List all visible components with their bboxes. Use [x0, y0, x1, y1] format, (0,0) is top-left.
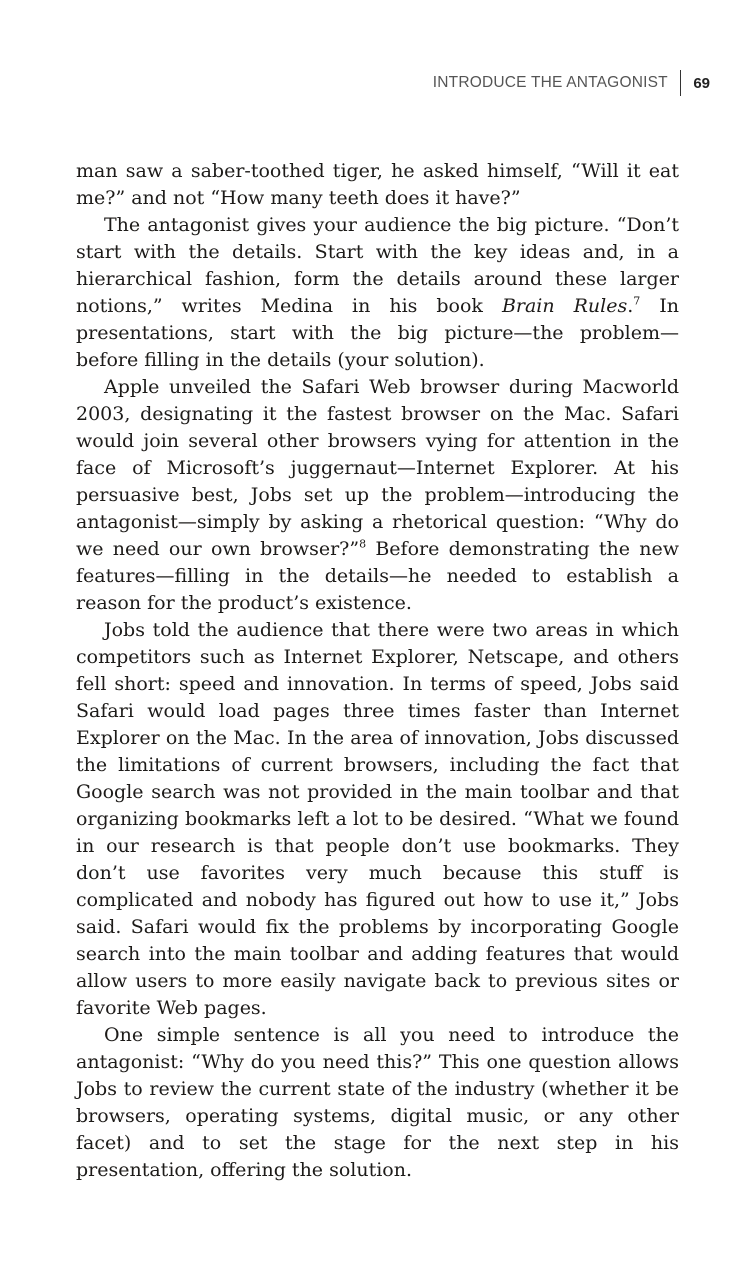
paragraph-text: man saw a saber-toothed tiger, he asked himself, “Will it eat me?” and not “How many teeth does it have?” [76, 160, 679, 209]
paragraph-1 [76, 158, 679, 212]
header-divider [680, 70, 682, 96]
footnote-ref: 7 [633, 294, 641, 308]
paragraph-text: One simple sentence is all you need to introduce the antagonist: “Why do you need this?” This one question allows Jobs to review the current state of the industry (whether it be browsers, operating systems, digital music, or any other facet) and to set the stage for the next step in his presentation, offering the solution. [76, 1024, 679, 1181]
paragraph-text: Before demonstrating the new features—filling in the details—he needed to establish a reason for the product’s existence. [76, 538, 679, 614]
body-text [76, 158, 679, 1184]
paragraph-3 [76, 374, 679, 617]
paragraph-5 [76, 1022, 679, 1184]
paragraph-text: Jobs told the audience that there were two areas in which competitors such as Internet Explorer, Netscape, and others fell short: speed and innovation. In terms of speed, Jobs said Safari would load pages three times faster than Internet Explorer on the Mac. In the area of innovation, Jobs discussed the limitations of current browsers, including the fact that Google search was not provided in the main toolbar and that organizing bookmarks left a lot to be desired. “What we found in our research is that people don’t use bookmarks. They don’t use favorites very much because this stuff is complicated and nobody has figured out how to use it,” Jobs said. Safari would fix the problems by incorporating Google search into the main toolbar and adding features that would allow users to more easily navigate back to previous sites or favorite Web pages. [76, 619, 679, 1019]
paragraph-text: Apple unveiled the Safari Web browser during Macworld 2003, designating it the fastest browser on the Mac. Safari would join several other browsers vying for attention in the face of Microsoft’s juggernaut—Internet Explorer. At his persuasive best, Jobs set up the problem—introducing the antagonist—simply by asking a rhetorical question: “Why do we need our own browser?” [76, 376, 679, 560]
paragraph-text: The antagonist gives your audience the big picture. “Don’t start with the details. Start with the key ideas and, in a hierarchical fashion, form the details around these larger notions,” writes Medina in his book [76, 214, 679, 317]
paragraph-text: . [627, 295, 634, 317]
footnote-ref: 8 [359, 537, 367, 551]
chapter-title: INTRODUCE THE ANTAGONIST [432, 74, 668, 91]
paragraph-4 [76, 617, 679, 1022]
paragraph-text: In presentations, start with the big picture—the problem—before filling in the details (your solution). [76, 295, 679, 371]
book-title: Brain Rules [501, 295, 628, 317]
running-head [433, 70, 710, 96]
page-number: 69 [693, 74, 710, 92]
paragraph-2 [76, 212, 679, 374]
